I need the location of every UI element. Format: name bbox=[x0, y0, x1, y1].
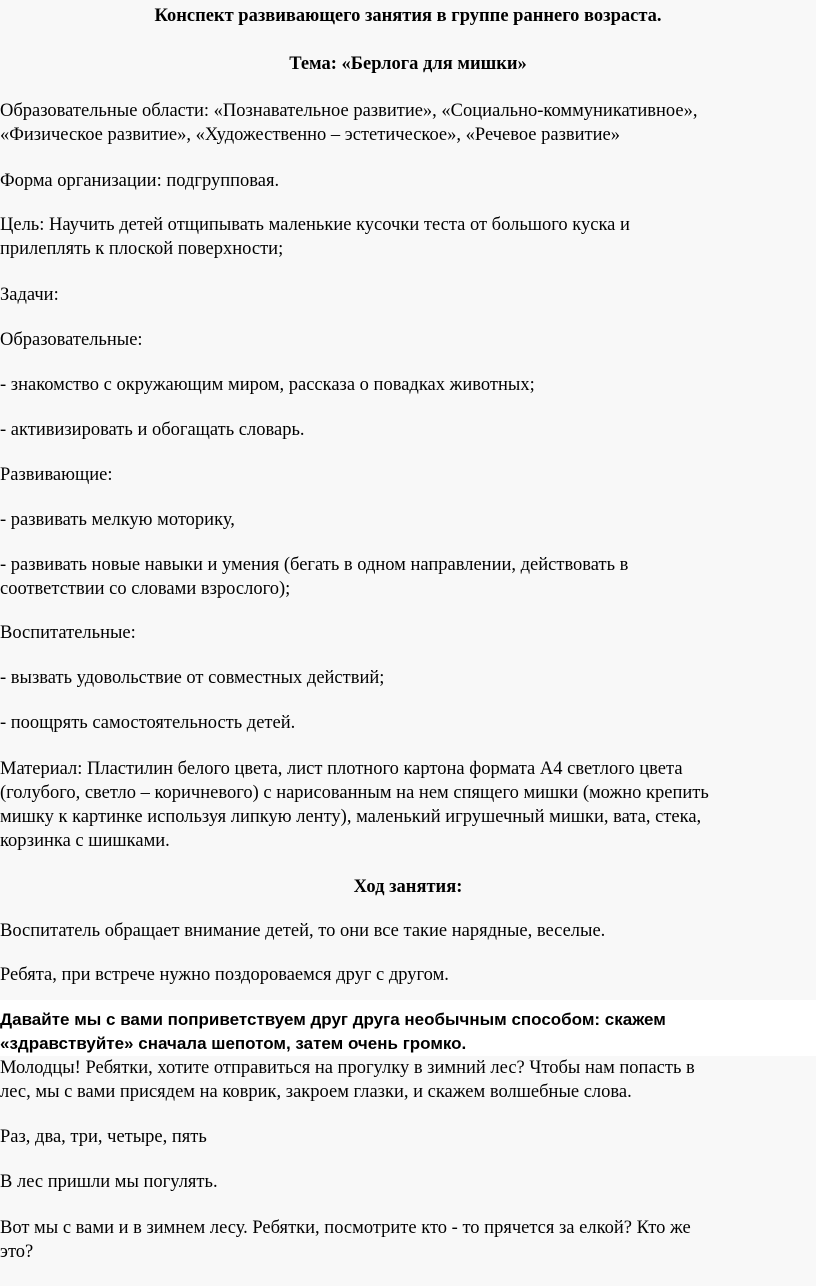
developing-item-line-2: соответствии со словами взрослого); bbox=[0, 579, 291, 599]
material-line-4: корзинка с шишками. bbox=[0, 831, 170, 851]
course-paragraph: Воспитатель обращает внимание детей, то они все такие нарядные, веселые. bbox=[0, 921, 606, 941]
tasks-heading: Задачи: bbox=[0, 285, 59, 305]
course-paragraph: Ребята, при встрече нужно поздороваемся друг с другом. bbox=[0, 965, 449, 985]
educational-item: - активизировать и обогащать словарь. bbox=[0, 420, 305, 440]
forest-line-2: это? bbox=[0, 1242, 34, 1262]
theme-heading: Тема: «Берлога для мишки» bbox=[289, 54, 527, 74]
developing-heading: Развивающие: bbox=[0, 465, 113, 485]
upbringing-item: - поощрять самостоятельность детей. bbox=[0, 713, 296, 733]
rhyme-line: Раз, два, три, четыре, пять bbox=[0, 1127, 207, 1147]
educational-heading: Образовательные: bbox=[0, 330, 143, 350]
developing-item-line-1: - развивать новые навыки и умения (бегать в одном направлении, действовать в bbox=[0, 555, 629, 575]
upbringing-item: - вызвать удовольствие от совместных действий; bbox=[0, 668, 385, 688]
organization-form: Форма организации: подгрупповая. bbox=[0, 171, 280, 191]
greeting-line-2: «здравствуйте» сначала шепотом, затем очень громко. bbox=[0, 1034, 467, 1053]
upbringing-heading: Воспитательные: bbox=[0, 623, 136, 643]
edu-areas-line-1: Образовательные области: «Познавательное развитие», «Социально-коммуникативное», bbox=[0, 101, 698, 121]
walk-line-2: лес, мы с вами присядем на коврик, закроем глазки, и скажем волшебные слова. bbox=[0, 1082, 632, 1102]
greeting-line-1: Давайте мы с вами поприветствуем друг друга необычным способом: скажем bbox=[0, 1010, 666, 1029]
goal-line-2: прилеплять к плоской поверхности; bbox=[0, 239, 284, 259]
material-line-1: Материал: Пластилин белого цвета, лист плотного картона формата А4 светлого цвета bbox=[0, 759, 683, 779]
walk-line-1: Молодцы! Ребятки, хотите отправиться на прогулку в зимний лес? Чтобы нам попасть в bbox=[0, 1058, 695, 1078]
course-heading: Ход занятия: bbox=[353, 877, 463, 897]
document-title: Конспект развивающего занятия в группе раннего возраста. bbox=[154, 6, 662, 26]
goal-line-1: Цель: Научить детей отщипывать маленькие кусочки теста от большого куска и bbox=[0, 215, 630, 235]
forest-line-1: Вот мы с вами и в зимнем лесу. Ребятки, посмотрите кто - то прячется за елкой? Кто же bbox=[0, 1218, 691, 1238]
rhyme-line: В лес пришли мы погулять. bbox=[0, 1172, 218, 1192]
educational-item: - знакомство с окружающим миром, рассказа о повадках животных; bbox=[0, 375, 535, 395]
material-line-3: мишку к картинке используя липкую ленту), маленький игрушечный мишки, вата, стека, bbox=[0, 807, 702, 827]
edu-areas-line-2: «Физическое развитие», «Художественно – эстетическое», «Речевое развитие» bbox=[0, 125, 620, 145]
developing-item: - развивать мелкую моторику, bbox=[0, 510, 235, 530]
material-line-2: (голубого, светло – коричневого) с нарисованным на нем спящего мишки (можно крепить bbox=[0, 783, 709, 803]
